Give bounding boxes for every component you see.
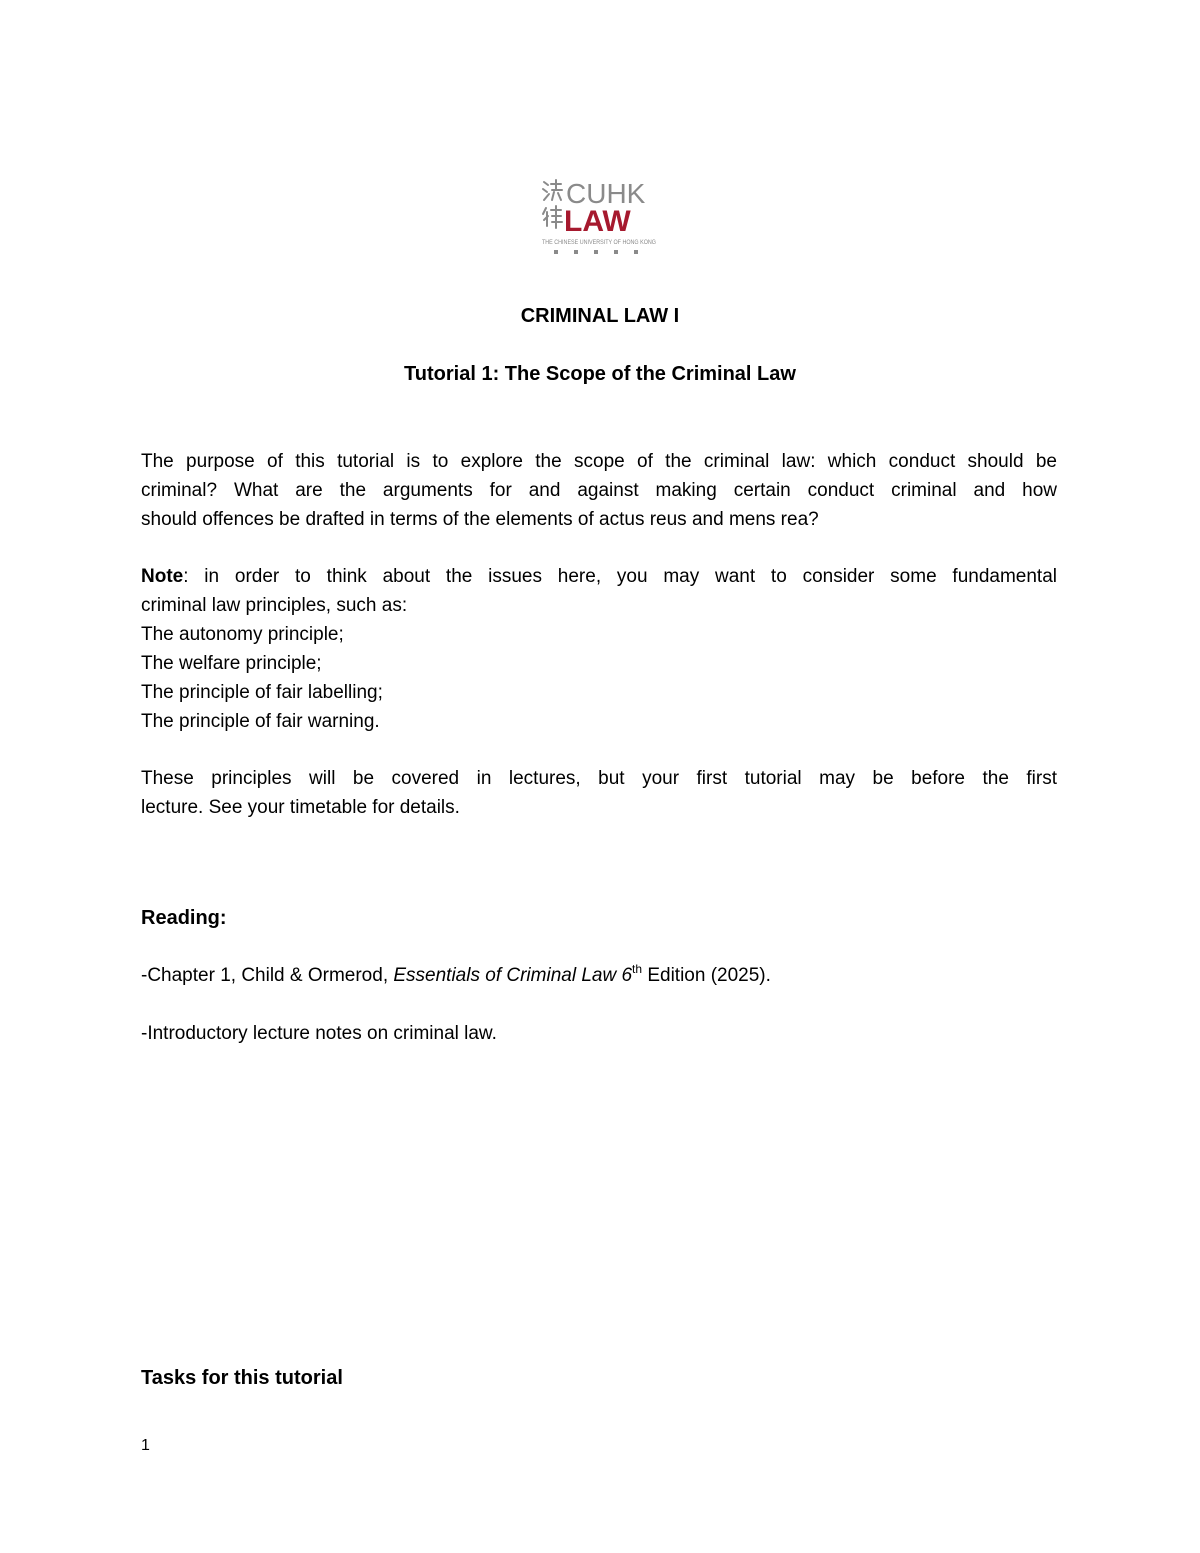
reading-heading: Reading: xyxy=(141,907,227,929)
principle-item: The autonomy principle; xyxy=(141,624,344,645)
reading-item-1-sup: th xyxy=(632,962,643,976)
note-label: Note xyxy=(141,566,184,587)
intro-paragraph xyxy=(141,447,1057,534)
reading-item-2: -Introductory lecture notes on criminal law. xyxy=(141,1023,497,1044)
svg-text:THE CHINESE UNIVERSITY OF HONG: THE CHINESE UNIVERSITY OF HONG KONG xyxy=(542,240,657,246)
intro-line-2: criminal? What are the arguments for and against making certain conduct criminal and how xyxy=(141,480,1057,501)
reading-item-1-title: Essentials of Criminal Law 6 xyxy=(393,965,633,986)
intro-line-3: should offences be drafted in terms of the elements of actus reus and mens rea? xyxy=(141,509,819,530)
logo-wordmark-top: CUHK xyxy=(566,178,646,209)
intro-line-1: The purpose of this tutorial is to explore the scope of the criminal law: which conduct should be xyxy=(141,451,1057,472)
reading-item-1 xyxy=(141,964,771,988)
tasks-heading: Tasks for this tutorial xyxy=(141,1367,343,1389)
reading-item-1-prefix: -Chapter 1, Child & Ormerod, xyxy=(141,965,394,986)
note-line-1 xyxy=(141,562,1057,591)
principle-item: The principle of fair labelling; xyxy=(141,682,383,703)
logo-wordmark-bottom: LAW xyxy=(564,205,631,238)
principle-item: The welfare principle; xyxy=(141,653,322,674)
tutorial-subtitle: Tutorial 1: The Scope of the Criminal Law xyxy=(404,363,796,385)
note-line-2: criminal law principles, such as: xyxy=(141,595,408,616)
lectures-line-2: lecture. See your timetable for details. xyxy=(141,797,460,818)
note-paragraph xyxy=(141,562,1057,736)
cuhk-law-logo xyxy=(540,176,660,256)
reading-item-1-suffix: Edition (2025). xyxy=(642,965,771,986)
principle-item: The principle of fair warning. xyxy=(141,711,380,732)
document-title: CRIMINAL LAW I xyxy=(520,305,680,327)
lectures-paragraph xyxy=(141,764,1057,822)
page-number: 1 xyxy=(141,1437,150,1454)
note-line-1-text: : in order to think about the issues here, you may want to consider some fundamental xyxy=(183,566,1057,587)
lectures-line-1: These principles will be covered in lectures, but your first tutorial may be before the first xyxy=(141,768,1057,789)
